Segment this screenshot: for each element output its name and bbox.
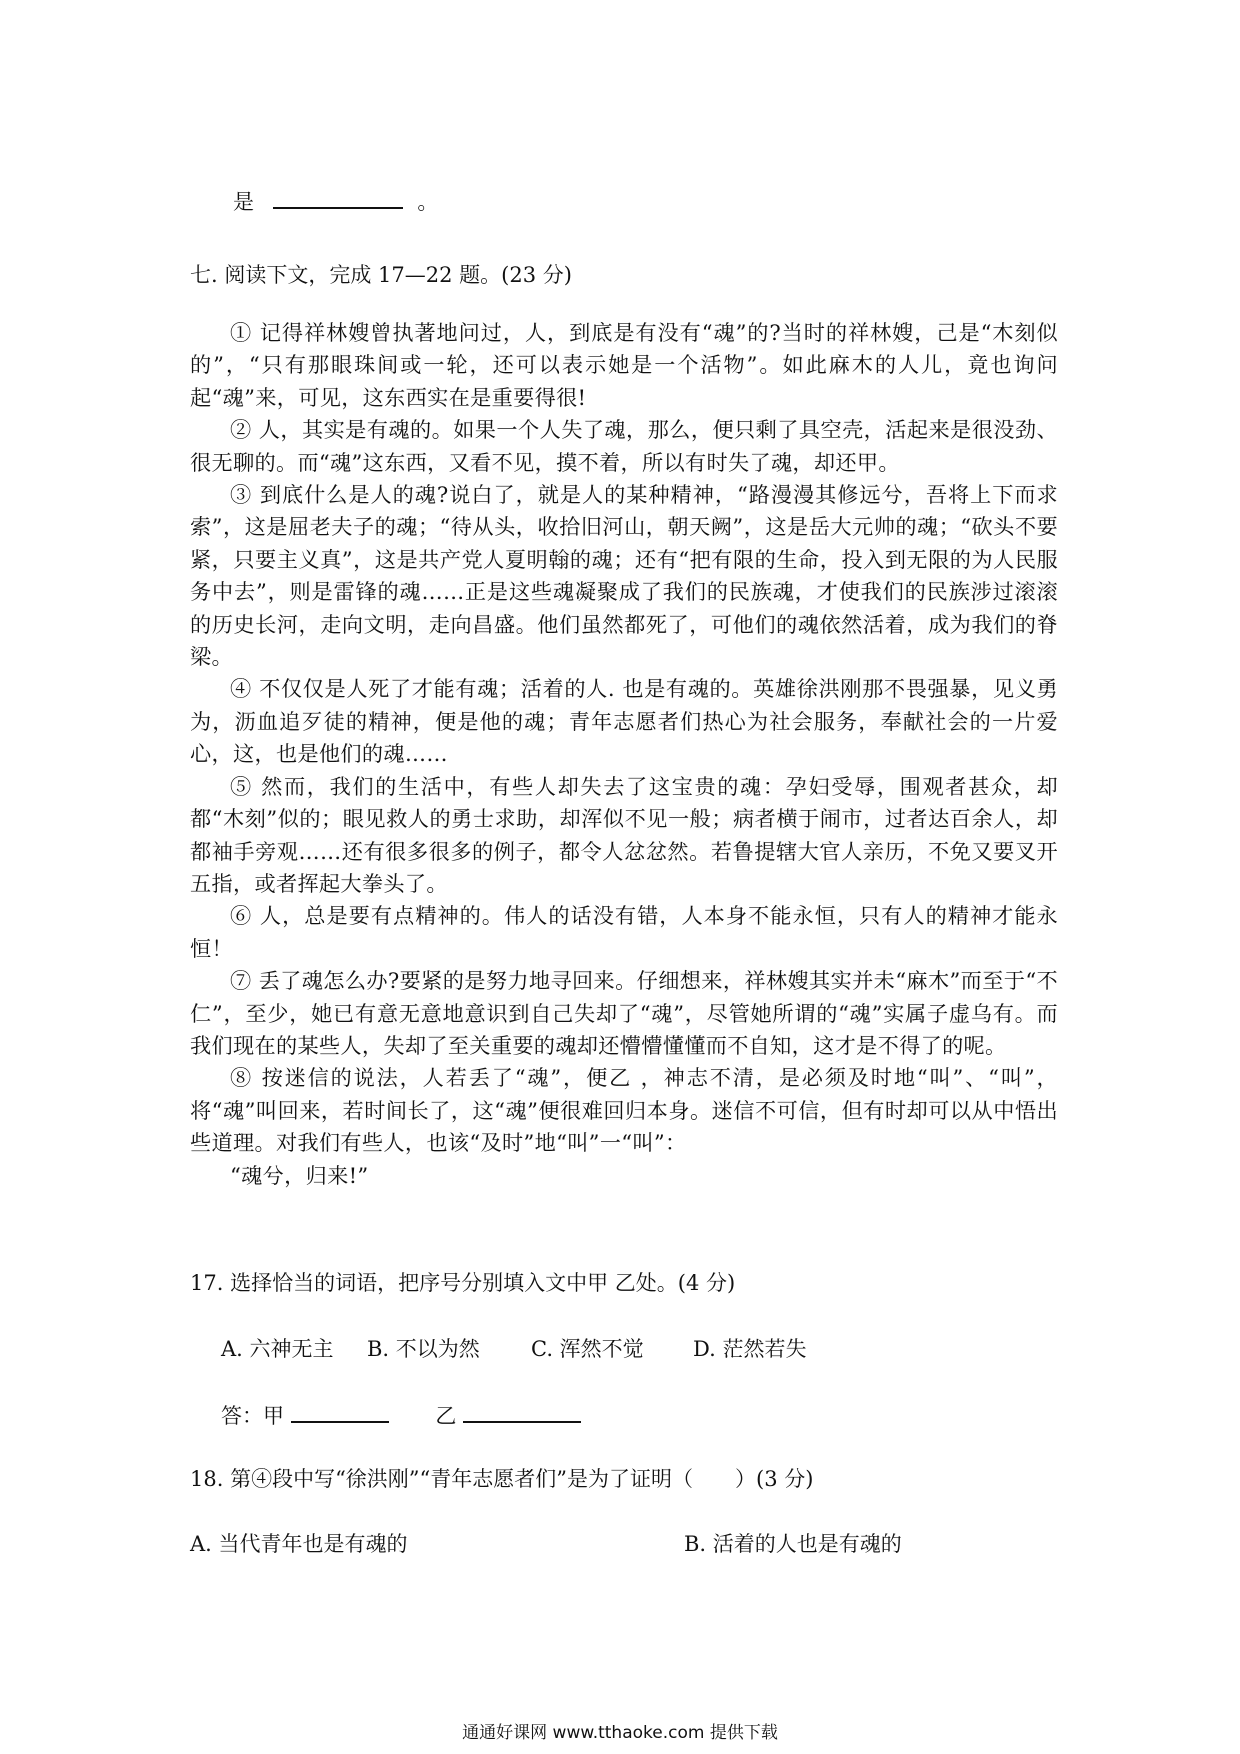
- fill-in-suffix: 。: [417, 190, 439, 214]
- question-17-options: [221, 1333, 806, 1363]
- paragraph-4: ④ 不仅仅是人死了才能有魂；活着的人. 也是有魂的。英雄徐洪刚那不畏强暴，见义勇为，沥血追歹徒的精神，便是他的魂；青年志愿者们热心为社会服务，奉献社会的一片爱心，这，也是他们的魂……: [190, 676, 1058, 767]
- closing-line: “魂兮，归来!”: [230, 1162, 369, 1188]
- answer-blank-jia: [291, 1403, 389, 1423]
- answer-label-yi: 乙: [435, 1404, 457, 1428]
- paragraph-6: ⑥ 人，总是要有点精神的。伟人的话没有错，人本身不能永恒，只有人的精神才能永恒！: [190, 903, 1058, 961]
- answer-blank-yi: [463, 1403, 581, 1423]
- question-18-option-b: B. 活着的人也是有魂的: [684, 1532, 902, 1556]
- answer-label-jia: 答：甲: [221, 1404, 284, 1428]
- question-18-option-a: A. 当代青年也是有魂的: [190, 1532, 408, 1556]
- option-a: A. 六神无主: [221, 1337, 334, 1361]
- paragraph-1: ① 记得祥林嫂曾执著地问过，人，到底是有没有“魂”的?当时的祥林嫂，己是“木刻似的”，“只有那眼珠间或一轮，还可以表示她是一个活物”。如此麻木的人儿，竟也询问起“魂”来，可见，这东西实在是重要得很!: [190, 320, 1058, 410]
- paragraph-7: ⑦ 丢了魂怎么办?要紧的是努力地寻回来。仔细想来，祥林嫂其实并未“麻木”而至于“不仁”，至少，她已有意无意地意识到自己失却了“魂”，尽管她所谓的“魂”实属子虚乌有。而我们现在的某些人，失却了至关重要的魂却还懵懵懂懂而不自知，这才是不得了的呢。: [190, 968, 1058, 1058]
- reading-passage: [190, 317, 1058, 1192]
- question-17: 17. 选择恰当的词语，把序号分别填入文中甲 乙处。(4 分): [190, 1271, 736, 1295]
- fill-in-line: [233, 186, 438, 216]
- section-title: 七. 阅读下文，完成 17—22 题。(23 分): [190, 263, 572, 287]
- fill-in-prefix: 是: [233, 190, 254, 214]
- option-c: C. 浑然不觉: [531, 1337, 644, 1361]
- paragraph-2: ② 人，其实是有魂的。如果一个人失了魂，那么，便只剩了具空壳，活起来是很没劲、很无聊的。而“魂”这东西，又看不见，摸不着，所以有时失了魂，却还甲。: [190, 417, 1058, 475]
- paragraph-5: ⑤ 然而，我们的生活中，有些人却失去了这宝贵的魂：孕妇受辱，围观者甚众，却都“木刻”似的；眼见救人的勇士求助，却浑似不见一般；病者横于闹市，过者达百余人，却都袖手旁观……还有很多很多的例子，都令人忿忿然。若鲁提辖大官人亲历，不免又要叉开五指，或者挥起大拳头了。: [190, 773, 1058, 896]
- option-d: D. 茫然若失: [693, 1337, 807, 1361]
- answer-blank: [273, 189, 403, 209]
- paragraph-8: ⑧ 按迷信的说法，人若丢了“魂”，便乙 ，神志不清，是必须及时地“叫”、“叫”，将“魂”叫回来，若时间长了，这“魂”便很难回归本身。迷信不可信，但有时却可以从中悟出些道理。对我们有些人，也该“及时”地“叫”一“叫”：: [190, 1065, 1058, 1156]
- question-18: 18. 第④段中写“徐洪刚”“青年志愿者们”是为了证明（ ）(3 分): [190, 1467, 814, 1491]
- question-17-answer: [221, 1400, 581, 1430]
- option-b: B. 不以为然: [367, 1337, 480, 1361]
- page-footer: 通通好课网 www.tthaoke.com 提供下载: [462, 1723, 778, 1743]
- paragraph-3: ③ 到底什么是人的魂?说白了，就是人的某种精神，“路漫漫其修远兮，吾将上下而求索”，这是屈老夫子的魂；“待从头，收拾旧河山，朝天阙”，这是岳大元帅的魂；“砍头不要紧，只要主义真”，这是共产党人夏明翰的魂；还有“把有限的生命，投入到无限的为人民服务中去”，则是雷锋的魂……正是这些魂凝聚成了我们的民族魂，才使我们的民族涉过滚滚的历史长河，走向文明，走向昌盛。他们虽然都死了，可他们的魂依然活着，成为我们的脊梁。: [190, 482, 1058, 670]
